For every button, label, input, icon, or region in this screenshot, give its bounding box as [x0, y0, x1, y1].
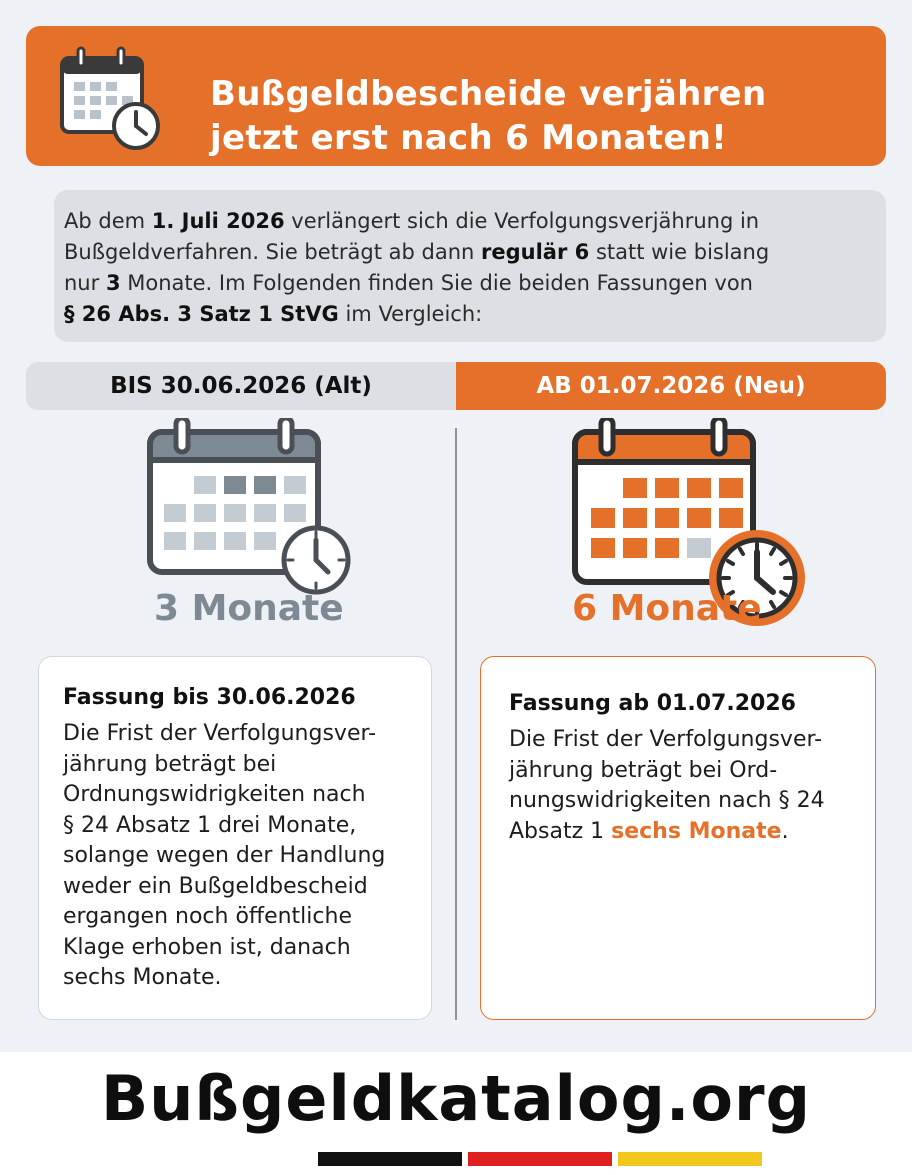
card-old-text: [63, 719, 411, 994]
card-new-version: [480, 656, 876, 1020]
tab-new-version: AB 01.07.2026 (Neu): [456, 362, 886, 410]
intro-bold: 3: [105, 271, 121, 295]
intro-law-reference: § 26 Abs. 3 Satz 1 StVG: [64, 302, 339, 326]
card-old-line: § 24 Absatz 1 drei Monate,: [63, 812, 357, 838]
card-new-text: [509, 725, 855, 847]
card-old-line: Die Frist der Verfolgungsver-: [63, 721, 377, 746]
intro-text-part: Bußgeldverfahren. Sie beträgt ab dann: [64, 240, 482, 264]
card-new-text-part: Absatz 1: [509, 818, 612, 844]
flag-stripe-black: [318, 1152, 462, 1166]
card-old-line: weder ein Bußgeldbescheid: [63, 873, 368, 899]
card-old-line: sechs Monate.: [63, 965, 222, 990]
brand-logo-text: Bußgeldkatalog.org: [101, 1062, 811, 1135]
highlight-six-months: sechs Monate: [611, 818, 782, 844]
flag-stripe-red: [468, 1152, 612, 1166]
intro-text-part: Ab dem: [64, 209, 152, 233]
title-line-1: Bußgeldbescheide verjähren: [210, 74, 767, 114]
intro-text-part: Monate. Im Folgenden finden Sie die beiden Fassungen von: [120, 271, 753, 295]
intro-text: [54, 190, 886, 342]
page-title: [210, 72, 870, 160]
card-new-line-last: [509, 817, 855, 848]
card-old-version: [38, 656, 432, 1020]
intro-text-part: im Vergleich:: [338, 302, 483, 326]
intro-text-part: nur: [64, 271, 106, 295]
card-old-line: Klage erhoben ist, danach: [63, 934, 351, 960]
intro-date: 1. Juli 2026: [151, 209, 285, 233]
card-new-line: Die Frist der Verfolgungsver-: [509, 727, 823, 752]
calendar-clock-icon: [56, 44, 166, 154]
months-new-label: 6 Monate: [572, 588, 762, 629]
card-old-line: solange wegen der Handlung: [63, 843, 386, 868]
column-divider: [455, 428, 457, 1020]
title-line-2: jetzt erst nach 6 Monaten!: [210, 118, 728, 158]
calendar-gray-icon: [140, 418, 356, 598]
card-old-line: ergangen noch öffentliche: [63, 904, 352, 929]
card-old-title: Fassung bis 30.06.2026: [63, 685, 356, 710]
flag-stripe-gold: [618, 1152, 762, 1166]
intro-text-part: statt wie bislang: [589, 240, 770, 264]
card-old-line: Ordnungswidrigkeiten nach: [63, 782, 366, 807]
intro-text-part: verlängert sich die Verfolgungsverjährung in: [284, 209, 760, 233]
card-new-line: nungswidrigkeiten nach § 24: [509, 788, 825, 813]
card-new-title: Fassung ab 01.07.2026: [509, 691, 796, 716]
card-new-text-part: .: [781, 818, 789, 844]
tab-old-version: BIS 30.06.2026 (Alt): [26, 362, 456, 410]
footer: [0, 1052, 912, 1175]
header-banner: [26, 26, 886, 166]
months-old-label: 3 Monate: [154, 588, 344, 629]
card-new-line: jährung beträgt bei Ord-: [509, 757, 778, 783]
card-old-line: jährung beträgt bei: [63, 751, 277, 777]
intro-bold: regulär 6: [481, 240, 590, 264]
